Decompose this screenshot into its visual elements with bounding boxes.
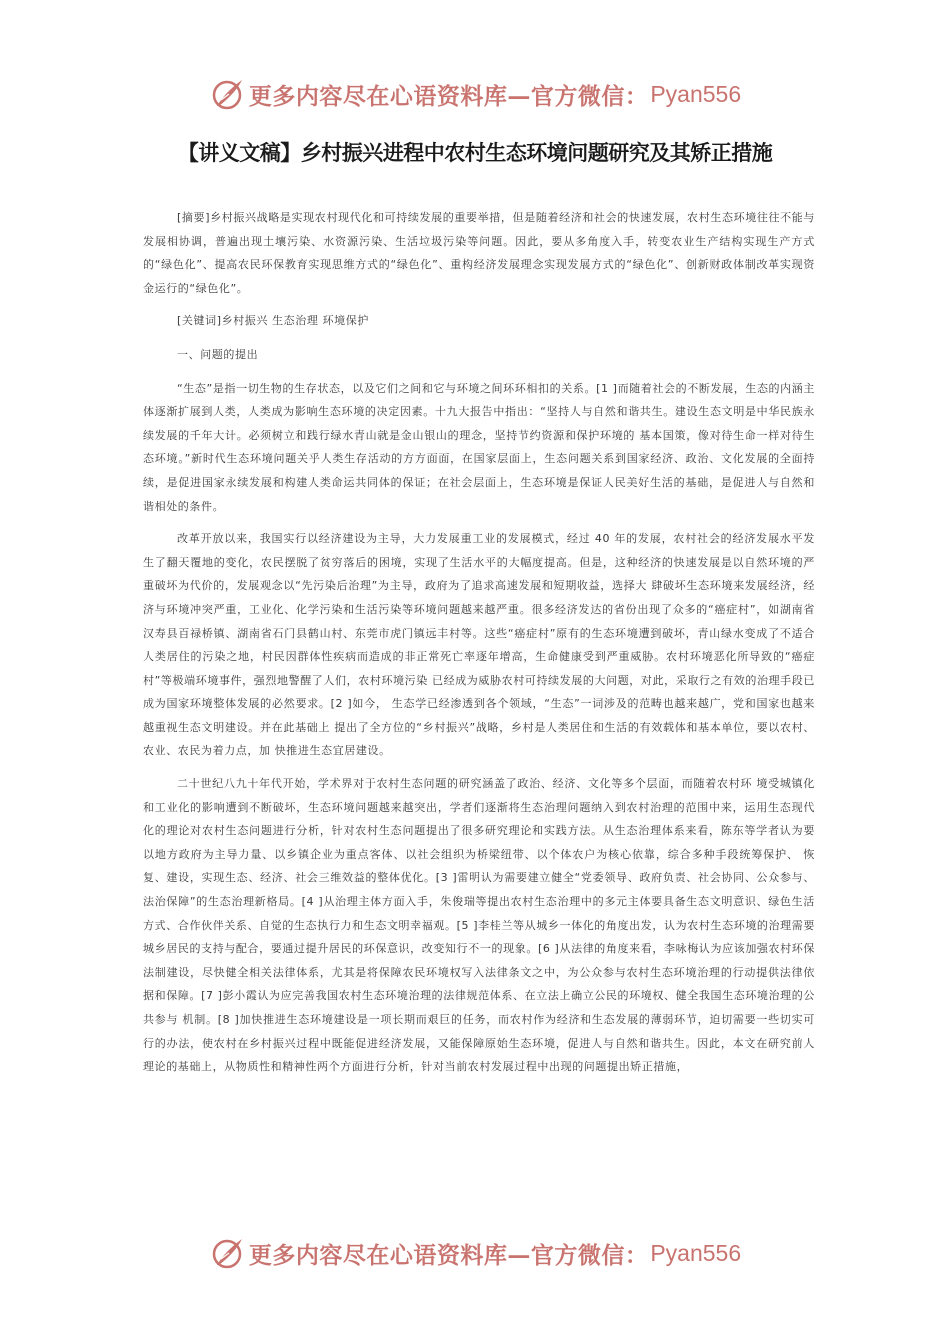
abstract-paragraph: [摘要]乡村振兴战略是实现农村现代化和可持续发展的重要举措，但是随着经济和社会的快速发展，农村生态环境往往不能与发展相协调，普遍出现土壤污染、水资源污染、生活垃圾污染等问题。因此，要从多角度入手，转变农业生产结构实现生产方式的“绿色化”、提高农民环保教育实现思维方式的“绿色化”、重构经济发展理念实现发展方式的“绿色化”、创新财政体制改革实现资金运行的“绿色化”。 (143, 211, 815, 295)
document-body (143, 206, 815, 1088)
quill-logo-icon (209, 76, 245, 112)
document-title: 【讲义文稿】乡村振兴进程中农村生态环境问题研究及其矫正措施 (177, 141, 773, 165)
section-heading: 一、问题的提出 (177, 347, 259, 361)
keywords-line: [关键词]乡村振兴 生态治理 环境保护 (177, 314, 369, 328)
body-paragraph: “生态”是指一切生物的生存状态，以及它们之间和它与环境之间环环相扣的关系。[1 ]而随着社会的不断发展，生态的内涵主体逐渐扩展到人类，人类成为影响生态环境的决定因素。十九大报告中指出：“坚持人与自然和谐共生。建设生态文明是中华民族永续发展的千年大计。必须树立和践行绿水青山就是金山银山的理念，坚持节约资源和保护环境的 基本国策，像对待生命一样对待生态环境。”新时代生态环境问题关乎人类生存活动的方方面面，在国家层面上，生态问题关系到国家经济、政治、文化发展的全面持续，是促进国家永续发展和构建人类命运共同体的保证；在社会层面上，生态环境是保证人民美好生活的基础，是促进人与自然和谐相处的条件。 (143, 381, 815, 513)
banner-text: 更多内容尽在心语资料库—官方微信： (248, 82, 649, 110)
header-banner (0, 74, 950, 114)
footer-banner (0, 1233, 950, 1273)
quill-logo-icon (209, 1235, 245, 1271)
banner-text: 更多内容尽在心语资料库—官方微信： (248, 1241, 649, 1269)
body-paragraph: 改革开放以来，我国实行以经济建设为主导，大力发展重工业的发展模式，经过 40 年的发展，农村社会的经济发展水平发生了翻天覆地的变化，农民摆脱了贫穷落后的困境，实现了生活水平的大幅度提高。但是，这种经济的快速发展是以自然环境的严重破坏为代价的，发展观念以“先污染后治理”为主导，政府为了追求高速发展和短期收益，选择大 肆破坏生态环境来发展经济，经济与环境冲突严重，工业化、化学污染和生活污染等环境问题越来越严重。很多经济发达的省份出现了众多的“癌症村”，如湖南省汉寿县百禄桥镇、湖南省石门县鹤山村、东莞市虎门镇远丰村等。这些“癌症村”原有的生态环境遭到破坏，青山绿水变成了不适合人类居住的污染之地，村民因群体性疾病而造成的非正常死亡率逐年增高，生命健康受到严重威胁。农村环境恶化所导致的“癌症村”等极端环境事件，强烈地警醒了人们，农村环境污染 已经成为威胁农村可持续发展的大问题，对此，采取行之有效的治理手段已成为国家环境整体发展的必然要求。[2 ]如今， 生态学已经渗透到各个领域，“生态”一词涉及的范畴也越来越广，党和国家也越来越重视生态文明建设。并在此基础上 提出了全方位的“乡村振兴”战略，乡村是人类居住和生活的有效载体和基本单位，要以农村、农业、农民为着力点，加 快推进生态宜居建设。 (143, 532, 815, 758)
body-paragraph: 二十世纪八九十年代开始，学术界对于农村生态问题的研究涵盖了政治、经济、文化等多个层面，而随着农村环 境受城镇化和工业化的影响遭到不断破坏，生态环境问题越来越突出，学者们逐渐将生态治理问题纳入到农村治理的范围中来，运用生态现代化的理论对农村生态问题进行分析，针对农村生态问题提出了很多研究理论和实践方法。从生态治理体系来看，陈东等学者认为要以地方政府为主导力量、以乡镇企业为重点客体、以社会组织为桥梁纽带、以个体农户为核心依靠，综合多种手段统筹保护、 恢复、建设，实现生态、经济、社会三维效益的整体优化。[3 ]雷明认为需要建立健全“党委领导、政府负责、社会协同、公众参与、法治保障”的生态治理新格局。[4 ]从治理主体方面入手，朱俊瑞等提出农村生态治理中的多元主体要具备生态文明意识、绿色生活方式、合作伙伴关系、自觉的生态执行力和生态文明幸福观。[5 ]李桂兰等从城乡一体化的角度出发，认为农村生态环境的治理需要城乡居民的支持与配合，要通过提升居民的环保意识，改变知行不一的现象。[6 ]从法律的角度来看，李咏梅认为应该加强农村环保法制建设，尽快健全相关法律体系，尤其是将保障农民环境权写入法律条文之中，为公众参与农村生态环境治理的行动提供法律依据和保障。[7 ]彭小霞认为应完善我国农村生态环境治理的法律规范体系、在立法上确立公民的环境权、健全我国生态环境治理的公共参与 机制。[8 ]加快推进生态环境建设是一项长期而艰巨的任务，而农村作为经济和生态发展的薄弱环节，迫切需要一些切实可行的办法，使农村在乡村振兴过程中既能促进经济发展，又能保障原始生态环境，促进人与自然和谐共生。因此，本文在研究前人理论的基础上，从物质性和精神性两个方面进行分析，针对当前农村发展过程中出现的问题提出矫正措施， (143, 777, 815, 1074)
wechat-id: Pyan556 (650, 80, 742, 107)
wechat-id: Pyan556 (650, 1239, 742, 1266)
